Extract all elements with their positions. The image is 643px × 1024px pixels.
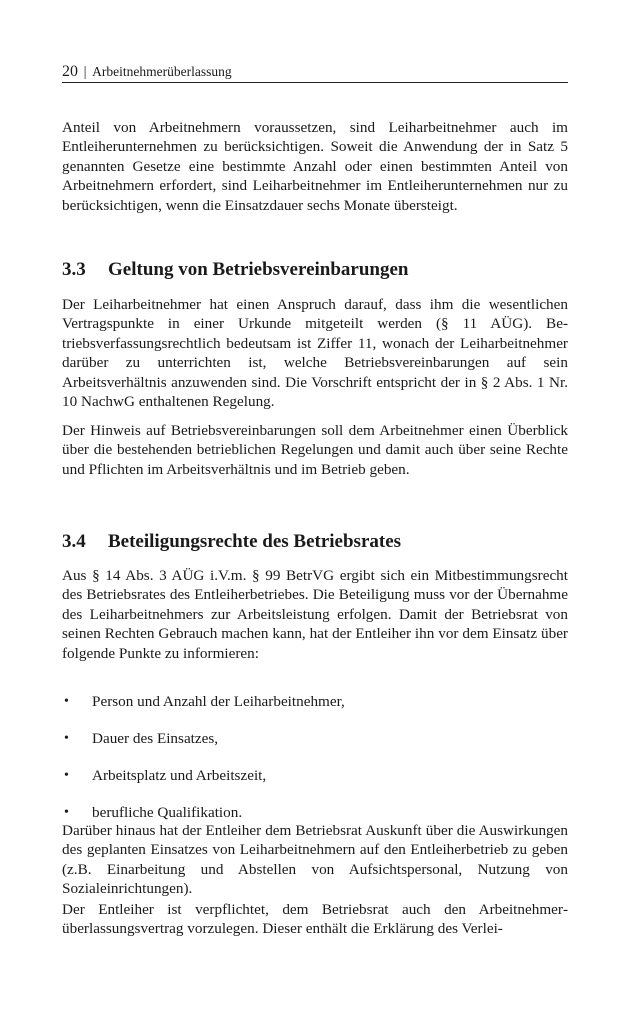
list-item: • Dauer des Einsatzes, [64,730,219,747]
list-item: • Arbeitsplatz und Arbeitszeit, [64,767,267,784]
bullet-list [62,692,568,840]
list-item: • berufliche Qualifikation. [64,804,243,821]
paragraph: Der Entleiher ist verpflichtet, dem Betriebsrat auch den Arbeitnehmerüberlassungsvertrag vorzulegen. Dieser enthält die Erklärung des Verlei- [62,901,568,938]
section-3-4-paragraph-1 [62,566,568,663]
section-number: 3.4 [62,531,86,552]
header-separator: | [83,64,87,80]
section-number: 3.3 [62,259,86,280]
bullet-icon: • [64,768,69,783]
running-title: Arbeitnehmerüberlassung [92,64,232,79]
running-header [62,63,568,83]
section-3-3-paragraph-1 [62,295,568,411]
paragraph: Anteil von Arbeitnehmern voraussetzen, sind Leiharbeitnehmer auch im Entleiherunternehmen zu berücksichtigen. Soweit die Anwendung der in Satz 5 genannten Gesetze eine bestimmte Anzahl oder einen bestimmten Anteil von Arbeitnehmern erfordert, sind Leiharbeitnehmer im Entleiherunternehmen nur zu berücksichtigen, wenn die Einsatzdauer sechs Monate übersteigt. [62,119,568,214]
bullet-icon: • [64,731,69,746]
intro-paragraph [62,118,568,215]
bullet-icon: • [64,805,69,820]
section-title: Beteiligungsrechte des Betriebsrates [108,531,402,552]
page-number: 20 [62,63,78,80]
paragraph: Darüber hinaus hat der Entleiher dem Betriebsrat Auskunft über die Auswirkungen des geplanten Einsatzes von Leiharbeitnehmern auf den Entleiherbetrieb zu geben (z.B. Einarbeitung und Abstellen von Aufsichtspersonal, Nutzung von Sozialeinrichtungen). [62,822,568,898]
paragraph: Der Hinweis auf Betriebsvereinbarungen soll dem Arbeitnehmer einen Überblick über die bestehenden betrieblichen Regelungen und damit auch über seine Rechte und Pflichten im Arbeitsverhältnis und im Betrieb geben. [62,422,568,478]
list-item: • Person und Anzahl der Leiharbeitnehmer, [64,693,345,710]
bullet-icon: • [64,694,69,709]
section-title: Geltung von Betriebsvereinbarungen [108,259,409,280]
section-3-3-paragraph-2 [62,421,568,479]
section-heading-3-4 [62,530,401,554]
paragraph: Der Leiharbeitnehmer hat einen Anspruch darauf, dass ihm die wesentlichen Vertragspunkte in einer Urkunde mitgeteilt werden (§ 11 AÜG). Betriebsverfassungsrechtlich bedeutsam ist Ziffer 11, wonach der Leiharbeitnehmer darüber zu unterrichten ist, welche Betriebsvereinbarungen auf sein Arbeitsverhältnis anzuwenden sind. Die Vorschrift entspricht der in § 2 Abs. 1 Nr. 10 NachwG enthaltenen Regelung. [62,296,568,411]
paragraph: Aus § 14 Abs. 3 AÜG i.V.m. § 99 BetrVG ergibt sich ein Mitbestimmungsrecht des Betriebsrates des Entleiherbetriebes. Die Beteiligung muss vor der Übernahme des Leiharbeitnehmers zur Arbeitsleistung erfolgen. Damit der Betriebsrat von seinen Rechten Gebrauch machen kann, hat der Entleiher ihn vor dem Einsatz über folgende Punkte zu informieren: [62,567,568,662]
section-heading-3-3 [62,258,409,282]
section-3-4-paragraph-3 [62,900,568,939]
section-3-4-paragraph-2 [62,821,568,899]
